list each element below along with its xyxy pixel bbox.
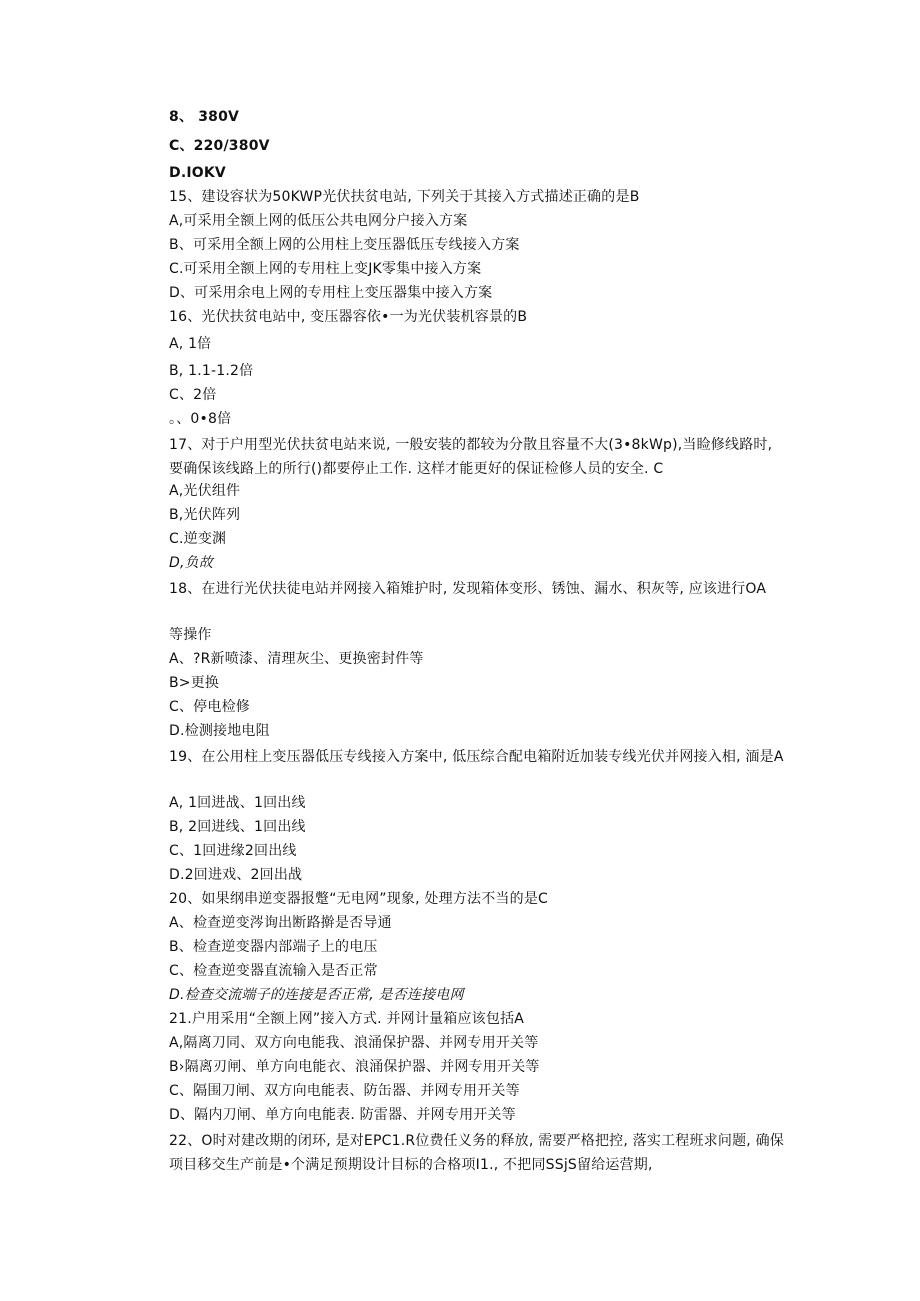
question-21-option-d: D、隔内刀闸、单方向电能表. 防雷器、并网专用开关等 <box>169 1107 516 1123</box>
question-18-option-d: D.检测接地电阻 <box>169 723 270 739</box>
question-15-option-b: B、可采用全额上网的公用柱上变压器低压专线接入方案 <box>169 237 520 253</box>
question-19-option-a: A, 1回进战、1回出线 <box>169 795 306 811</box>
option-8: 8、 380V <box>169 109 240 125</box>
question-18-option-c: C、停电检修 <box>169 699 250 715</box>
question-18-continuation: 等操作 <box>169 627 212 643</box>
question-15-option-d: D、可采用余电上网的专用柱上变压器集中接入方案 <box>169 285 493 301</box>
question-15-option-c: C.可采用全额上网的专用柱上变JK零集中接入方案 <box>169 261 482 277</box>
question-19-option-d: D.2回进戏、2回出战 <box>169 867 303 883</box>
question-16: 16、光伏扶贫电站中, 变压器容依•一为光伏装机容景的B <box>169 309 528 325</box>
option-d: D.IOKV <box>169 165 226 181</box>
option-c: C、220/380V <box>169 138 270 154</box>
question-20-option-a: A、检查逆变涔询出断路擀是否导通 <box>169 915 392 931</box>
question-18-option-b: B>更换 <box>169 675 220 691</box>
question-19-option-b: B, 2回进线、1回出线 <box>169 819 306 835</box>
question-16-option-a: A, 1倍 <box>169 336 212 352</box>
question-17-option-d: D,负故 <box>169 555 214 571</box>
question-17-option-c: C.逆变渊 <box>169 531 227 547</box>
question-15-option-a: A,可采用全额上网的低压公共电网分户接入方案 <box>169 213 468 229</box>
question-21: 21.户用采用“全额上网”接入方式. 并网计量箱应该包括A <box>169 1011 525 1027</box>
question-21-option-c: C、隔围刀闸、双方向电能表、防缶器、并网专用开关等 <box>169 1083 520 1099</box>
question-18-option-a: A、?R新喷漆、清理灰尘、更换密封件等 <box>169 651 424 667</box>
question-20-option-b: B、检查逆变器内部端子上的电压 <box>169 939 378 955</box>
question-15: 15、建设容状为50KWP光伏扶贫电站, 下列关于其接入方式描述正确的是B <box>169 189 640 205</box>
question-17-option-b: B,光伏阵列 <box>169 507 241 523</box>
question-19: 19、在公用柱上变压器低压专线接入方案中, 低压综合配电箱附近加装专线光伏并网接入相, 湎是A <box>169 749 784 765</box>
question-20: 20、如果纲串逆变器报蹩“无电网”现象, 处理方法不当的是C <box>169 891 548 907</box>
question-17-option-a: A,光伏组件 <box>169 483 241 499</box>
question-21-option-a: A,隔离刀同、双方向电能我、浪涌保护器、并网专用开关等 <box>169 1035 539 1051</box>
question-17: 17、对于户用型光伏扶贫电站来说, 一般安装的都较为分散且容量不大(3•8kWp),当睑修线路时, 要确保该线路上的所行()都要停止工作. 这样才能更好的保证检修人员的安全. C <box>169 437 773 477</box>
question-18: 18、在进行光伏扶徒电站并网接入箱雉护时, 发现箱体变形、锈蚀、漏水、积灰等, 应该进行OA <box>169 581 767 597</box>
question-16-option-c: C、2倍 <box>169 387 217 403</box>
question-16-option-d: 。、0•8倍 <box>169 411 232 427</box>
question-21-option-b: B›隔离刃闸、单方向电能衣、浪涌保护器、并网专用开关等 <box>169 1059 540 1075</box>
question-20-option-d: D.检查交流端子的连接是否正常, 是否连接电网 <box>169 987 464 1003</box>
question-22: 22、O时对建改期的闭环, 是对EPC1.R位费任义务的释放, 需要严格把控, 落实工程班求问题, 确保项目移交生产前是•个满足预期设计目标的合格项I1., 不把同SSjS留给运营期, <box>169 1133 784 1173</box>
question-16-option-b: B, 1.1-1.2倍 <box>169 363 254 379</box>
question-20-option-c: C、检查逆变器直流输入是否正常 <box>169 963 378 979</box>
question-19-option-c: C、1回进缘2回出线 <box>169 843 297 859</box>
